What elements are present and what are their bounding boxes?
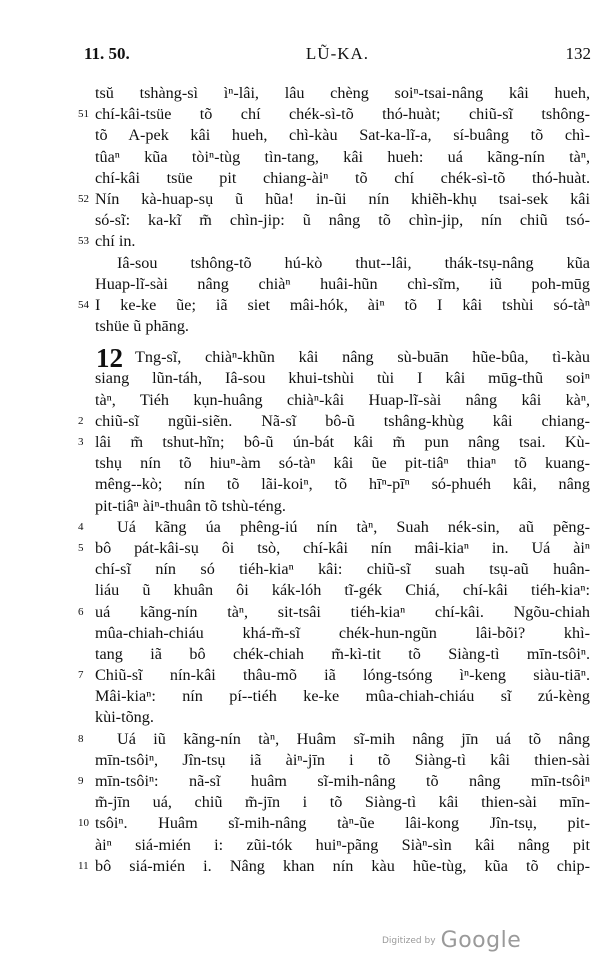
text-line [78,792,590,813]
verse-number: 8 [78,732,84,745]
verse-number: 54 [78,298,89,311]
line-text: Huap-lĩ-sài nâng chiàⁿ huâi-hũn chì-sĩm, iũ poh-mūg [95,274,590,293]
line-text: bô siá-mién i. Nâng khan nín kàu hũe-tùg, kũa tõ chip- [95,856,590,875]
line-text: bô pát-kâi-sụ ôi tsò, chí-kâi nín mâi-kiaⁿ in. Uá àiⁿ [95,538,590,557]
text-line [78,274,590,295]
text-line [78,125,590,146]
text-line [78,411,590,432]
text-line [78,750,590,771]
line-text: chí in. [95,232,136,251]
line-text: mûa-chiah-chiáu khá-m̃-sĩ chék-hun-ngũn lâi-bõi? khì- [95,623,590,642]
text-line [78,231,590,252]
text-line [78,813,590,834]
verse-number: 52 [78,192,89,205]
chapter-number: 12 [96,343,123,374]
line-text: chí-kâi tsüe pit chiang-àiⁿ tõ chí chék-sì-tõ thó-huàt. [95,168,590,187]
line-text: siang lũn-táh, Iâ-sou khui-tshùi tùi I kâi mūg-thũ soiⁿ [95,369,590,388]
text-line [78,295,590,316]
page-number: 132 [565,44,591,63]
line-text: Mâi-kiaⁿ: nín pí--tiéh ke-ke mûa-chiah-chiáu sĩ zú-kèng [95,687,590,706]
verse-number: 53 [78,235,89,248]
text-line [78,602,590,623]
line-text: Iâ-sou tshông-tõ hú-kò thut--lâi, thák-tsụ-nâng kũa [117,253,590,272]
text-line [78,856,590,877]
verse-number: 6 [78,605,84,618]
line-text: uá kãng-nín tàⁿ, sit-tsâi tiéh-kiaⁿ chí-kâi. Ngõu-chiah [95,602,590,621]
chapter-gap [78,337,590,347]
line-text: mêng--kò; nín tõ lãi-koiⁿ, tõ hīⁿ-pīⁿ só-phuéh kâi, nâng [95,475,590,494]
verse-number: 7 [78,669,84,682]
text-line [78,189,590,210]
text-line [78,168,590,189]
text-line [78,83,590,104]
text-line [78,644,590,665]
line-text: àiⁿ siá-mién i: zũi-tók huiⁿ-pãng Siàⁿ-sìn kâi nâng pit [95,835,590,854]
text-line [78,623,590,644]
line-text: tàⁿ, Tiéh kụn-huâng chiàⁿ-kâi Huap-lĩ-sài nâng kâi kàⁿ, [95,390,590,409]
line-text: tshụ nín tõ hiuⁿ-àm só-tàⁿ kâi ũe pit-tiâⁿ thiaⁿ tõ kuang- [95,454,590,473]
line-text: mīn-tsôiⁿ: nã-sĩ huâm sĩ-mih-nâng tõ nâng mīn-tsôiⁿ [95,772,590,790]
text-line [78,835,590,856]
text-line [78,253,590,274]
text-line [78,474,590,495]
verse-number: 3 [78,436,84,448]
line-text: chí-kâi-tsüe tõ chí chék-sì-tõ thó-huàt; chiũ-sĩ tshông- [95,105,590,124]
verse-number: 5 [78,541,84,554]
text-line [78,665,590,686]
text-line [78,453,590,474]
line-text: Uá iũ kãng-nín tàⁿ, Huâm sĩ-mih nâng jīn uá tõ nâng [117,729,590,748]
line-text: tsôiⁿ. Huâm sĩ-mih-nâng tàⁿ-ũe lâi-kong Jîn-tsụ, pit- [95,814,590,833]
text-line [78,729,590,750]
text-line [78,771,590,792]
line-text: tûaⁿ kũa tòiⁿ-tùg tìn-tang, kâi hueh: uá kãng-nín tàⁿ, [95,147,590,166]
line-text: Tng-sĩ, chiàⁿ-khũn kâi nâng sù-buān hũe-bûa, tì-kàu [135,348,590,367]
text-line [78,368,590,389]
running-header [84,44,591,66]
verse-number: 11 [78,859,89,872]
paragraph-11-50 [78,83,590,253]
line-text: só-sĩ: ka-kĩ m̃ chìn-jip: ũ nâng tõ chìn-jip, nín chiũ tsó- [95,211,590,230]
line-text: Uá kãng úa phêng-iú nín tàⁿ, Suah nék-sin, aũ pẽng- [117,517,590,536]
line-text: m̃-jīn uá, chiũ m̃-jīn i tõ Siàng-tì kâi thien-sài mīn- [95,793,590,812]
chapter-12 [78,343,590,877]
verse-number: 4 [78,520,84,533]
line-text: tshüe ũ phāng. [95,317,189,336]
line-text: chí-sĩ nín só tiéh-kiaⁿ kâi: chiũ-sĩ suah tsụ-aũ huân- [95,560,590,579]
verse-number: 9 [78,775,84,787]
verse-number: 2 [78,414,84,427]
text-body [78,83,590,877]
verse-number: 10 [78,817,89,830]
line-text: chiũ-sĩ ngũi-siẽn. Nã-sĩ bô-ũ tshâng-khùg kâi chiang- [95,411,590,430]
text-line [78,343,590,374]
line-text: kùi-tõng. [95,708,154,727]
line-text: Chiũ-sĩ nín-kâi thâu-mõ iã lóng-tsóng ìⁿ-keng siàu-tiāⁿ. [95,666,590,685]
text-line [78,104,590,125]
verse-number: 51 [78,108,89,121]
digitized-by-label: Digitized by [382,936,436,946]
line-text: lâi m̃ tshut-hĩn; bô-ũ ún-bát kâi m̃ pun nâng tsai. Kù- [95,433,590,451]
book-title: LŨ-KA. [305,44,370,63]
text-line [78,559,590,580]
line-text: liáu ũ khuân ôi kák-lóh tĩ-gék Chiá, chí-kâi tiéh-kiaⁿ: [95,581,590,600]
line-text: tang iã bô chék-chiah m̃-kì-tit tõ Siàng-tì mīn-tsôiⁿ. [95,644,590,663]
text-line [78,432,590,453]
chapter-verse-ref: 11. 50. [84,44,130,63]
line-text: tõ A-pek kâi hueh, chì-kàu Sat-ka-lĩ-a, sí-buâng tõ chì- [95,126,590,145]
text-line [78,580,590,601]
text-line [78,517,590,538]
line-text: tsŭ tshàng-sì ìⁿ-lâi, lâu chèng soiⁿ-tsai-nâng kâi hueh, [95,84,590,102]
line-text: pit-tiâⁿ àiⁿ-thuân tõ tshù-téng. [95,496,286,515]
line-text: mīn-tsôiⁿ, Jîn-tsụ iã àiⁿ-jīn i tõ Siàng-tì kâi thien-sài [95,750,590,769]
line-text: Nín kà-huap-sụ ũ hũa! in-ũi nín khiẽh-khụ tsai-sek kâi [95,189,590,208]
text-line [78,210,590,231]
text-line [78,538,590,559]
paragraph-11-53 [78,253,590,338]
text-line [78,496,590,517]
text-line [78,686,590,707]
text-line [78,707,590,728]
line-text: I ke-ke ũe; iã siet mâi-hók, àiⁿ tõ I kâi tshùi só-tàⁿ [95,295,590,314]
digitizer-watermark [382,928,521,953]
text-line [78,390,590,411]
text-line [78,316,590,337]
google-logo: Google [440,928,522,953]
text-line [78,147,590,168]
